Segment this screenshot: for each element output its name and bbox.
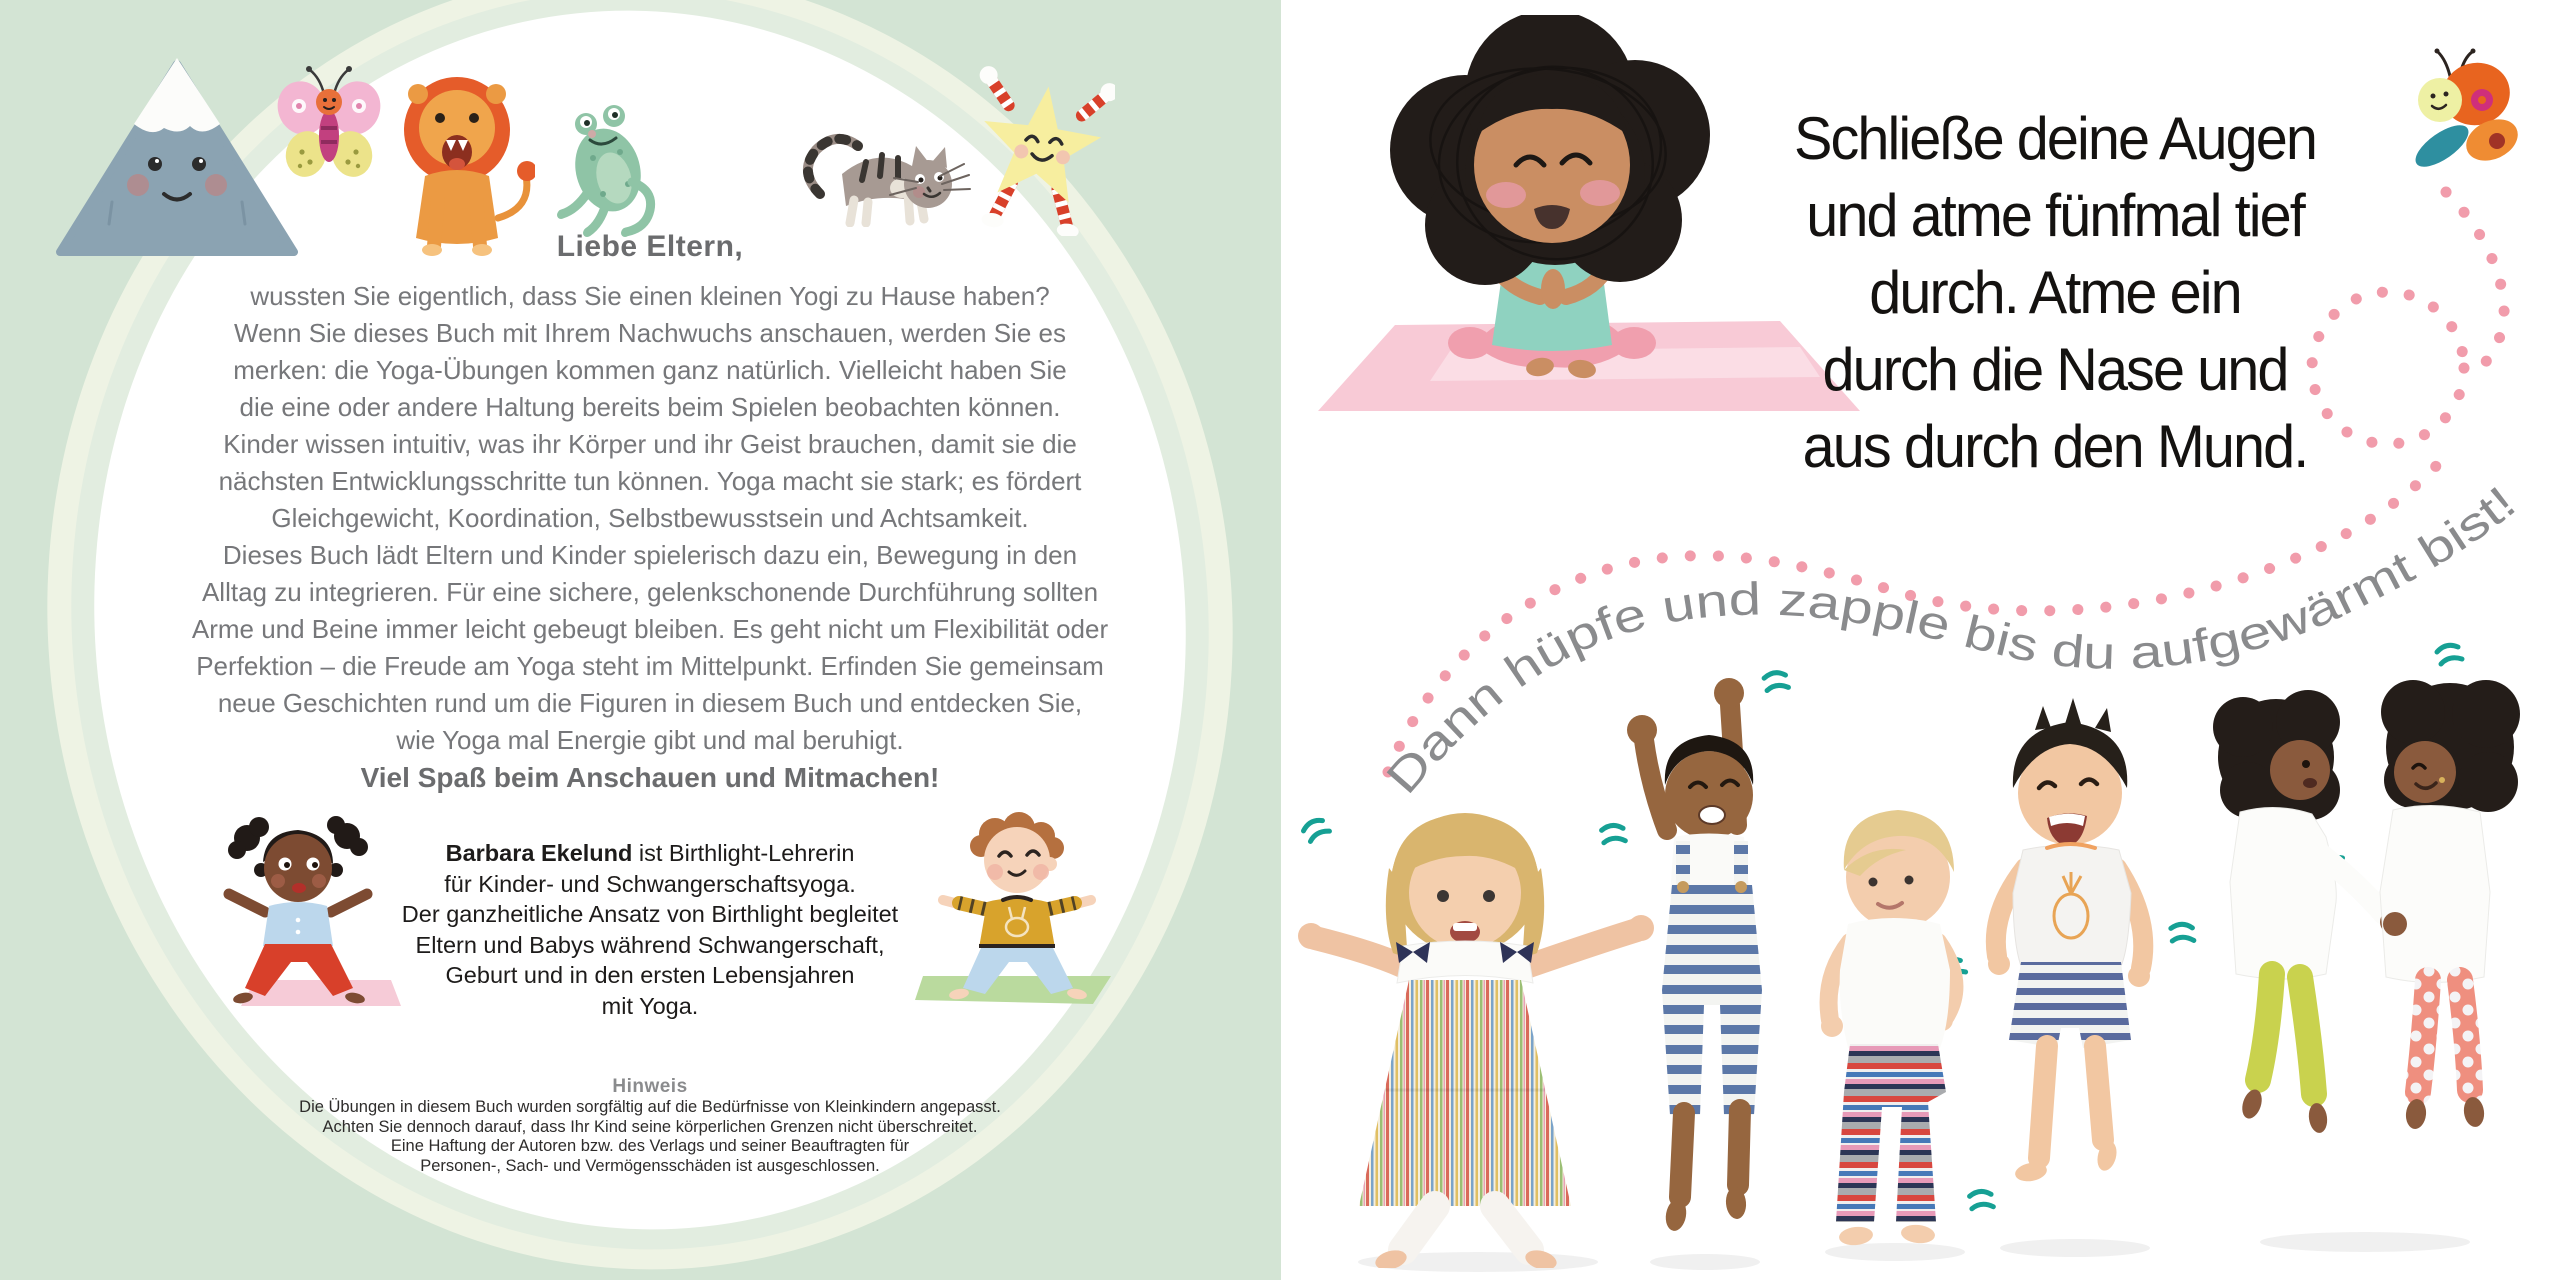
author-bio-line: für Kinder- und Schwangerschaftsyoga. <box>444 870 856 897</box>
headline-line: Schließe deine Augen <box>1793 105 2317 172</box>
intro-line: Dieses Buch lädt Eltern und Kinder spielerisch dazu ein, Bewegung in den <box>222 540 1078 570</box>
notice-line: Eine Haftung der Autoren bzw. des Verlags und seiner Beauftragten für <box>390 1137 910 1155</box>
left-page-heading: Liebe Eltern, <box>556 230 744 263</box>
intro-line: Wenn Sie dieses Buch mit Ihrem Nachwuchs anschauen, werden Sie es <box>234 318 1066 348</box>
author-name-rest: ist Birthlight-Lehrerin <box>632 840 855 866</box>
intro-line: Gleichgewicht, Koordination, Selbstbewusstsein und Achtsamkeit. <box>271 503 1029 533</box>
intro-line: wussten Sie eigentlich, dass Sie einen kleinen Yogi zu Hause haben? <box>250 281 1050 311</box>
intro-line: wie Yoga mal Energie gibt und mal beruhigt. <box>396 725 904 755</box>
author-bio-line: Der ganzheitliche Ansatz von Birthlight begleitet <box>401 901 899 927</box>
intro-line: die eine oder andere Haltung bereits beim Spielen beobachten können. <box>239 392 1061 422</box>
photo-girl-pinafore <box>1285 768 1665 1268</box>
headline-line: durch die Nase und <box>1822 336 2288 403</box>
headline-line: durch. Atme ein <box>1869 259 2241 326</box>
intro-line: merken: die Yoga-Übungen kommen ganz natürlich. Vielleicht haben Sie <box>233 355 1067 385</box>
cta-line: Viel Spaß beim Anschauen und Mitmachen! <box>360 762 940 793</box>
intro-line: Alltag zu integrieren. Für eine sichere, gelenkschonende Durchführung sollten <box>201 577 1099 607</box>
photo-twins-holding-hands <box>2188 652 2538 1252</box>
arc-text: Dann hüpfe und zapple bis du aufgewärmt bist! <box>1375 477 2523 804</box>
author-name: Barbara Ekelund <box>445 840 633 866</box>
intro-line: neue Geschichten rund um die Figuren in diesem Buch und entdecken Sie, <box>217 688 1083 718</box>
author-bio-line: Geburt und in den ersten Lebensjahren <box>445 962 855 988</box>
notice-line: Die Übungen in diesem Buch wurden sorgfältig auf die Bedürfnisse von Kleinkindern angepasst. <box>299 1098 1001 1116</box>
notice-line: Achten Sie dennoch darauf, dass Ihr Kind seine körperlichen Grenzen nicht überschreitet. <box>322 1117 978 1136</box>
intro-line: Arme und Beine immer leicht gebeugt bleiben. Es geht nicht um Flexibilität oder <box>191 614 1109 644</box>
headline-line: und atme fünfmal tief <box>1806 182 2304 249</box>
notice-line: Personen-, Sach- und Vermögensschäden ist ausgeschlossen. <box>420 1156 880 1175</box>
intro-line: Kinder wissen intuitiv, was ihr Körper und ihr Geist brauchen, damit sie die <box>223 429 1077 459</box>
photo-boy-laughing <box>1955 688 2205 1253</box>
notice-heading: Hinweis <box>612 1076 688 1097</box>
intro-line: Perfektion – die Freude am Yoga steht im Mittelpunkt. Erfinden Sie gemeinsam <box>196 651 1104 681</box>
headline-line: aus durch den Mund. <box>1802 413 2308 480</box>
intro-line: nächsten Entwicklungsschritte tun können. Yoga macht sie stark; es fördert <box>218 466 1082 496</box>
author-bio-line: mit Yoga. <box>601 992 699 1019</box>
author-bio-line: Eltern und Babys während Schwangerschaft, <box>415 931 885 958</box>
